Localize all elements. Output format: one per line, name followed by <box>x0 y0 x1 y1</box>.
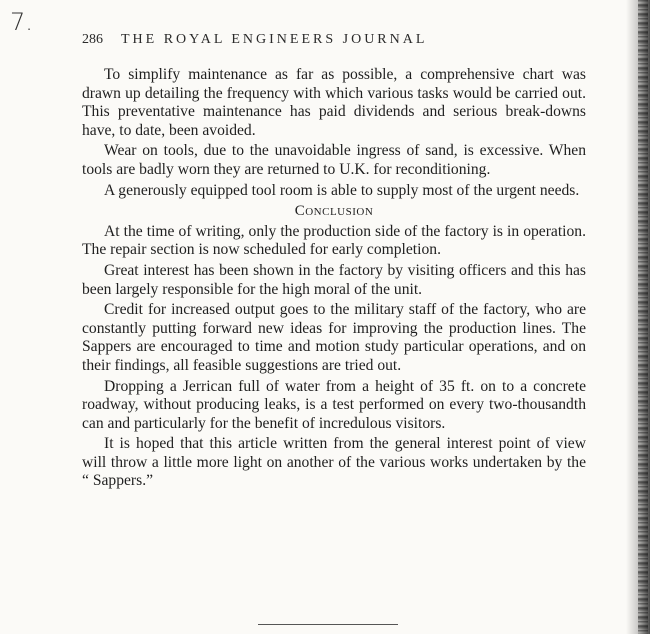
paragraph-jerrican-test: Dropping a Jerrican full of water from a height of 35 ft. on to a concrete roadway, without producing leaks, is a test performed on every two-thousandth can and particularly for the benefit of incredulous visitors. <box>82 377 586 432</box>
page-number: 286 <box>82 32 103 47</box>
running-header <box>82 32 512 48</box>
paragraph-tool-room: A generously equipped tool room is able to supply most of the urgent needs. <box>104 181 580 199</box>
paragraph-production: At the time of writing, only the production side of the factory is in operation. The repair section is now scheduled for early completion. <box>82 222 586 259</box>
paragraph-credit: Credit for increased output goes to the military staff of the factory, who are constantly putting forward new ideas for improving the production lines. The Sappers are encouraged to time and motion study particular operations, and on their findings, all feasible suggestions are tried out. <box>82 301 586 374</box>
handwritten-page-mark: 7. <box>10 8 33 36</box>
paragraph-closing: It is hoped that this article written from the general interest point of view will throw a little more light on another of the various works undertaken by the “ Sappers.” <box>82 435 586 490</box>
article-body <box>82 66 586 493</box>
journal-title: THE ROYAL ENGINEERS JOURNAL <box>121 32 428 47</box>
footer-rule <box>258 624 398 625</box>
paragraph-maintenance: To simplify maintenance as far as possible, a comprehensive chart was drawn up detailing the frequency with which various tasks would be carried out. This preventative maintenance has paid dividends and serious break-downs have, to date, been avoided. <box>82 66 586 139</box>
paragraph-interest: Great interest has been shown in the factory by visiting officers and this has been largely responsible for the high moral of the unit. <box>82 261 586 298</box>
scan-edge-speckle <box>638 0 648 634</box>
section-heading-conclusion: Conclusion <box>294 203 374 220</box>
paragraph-tool-wear: Wear on tools, due to the unavoidable ingress of sand, is excessive. When tools are badly worn they are returned to U.K. for reconditioning. <box>82 142 586 178</box>
